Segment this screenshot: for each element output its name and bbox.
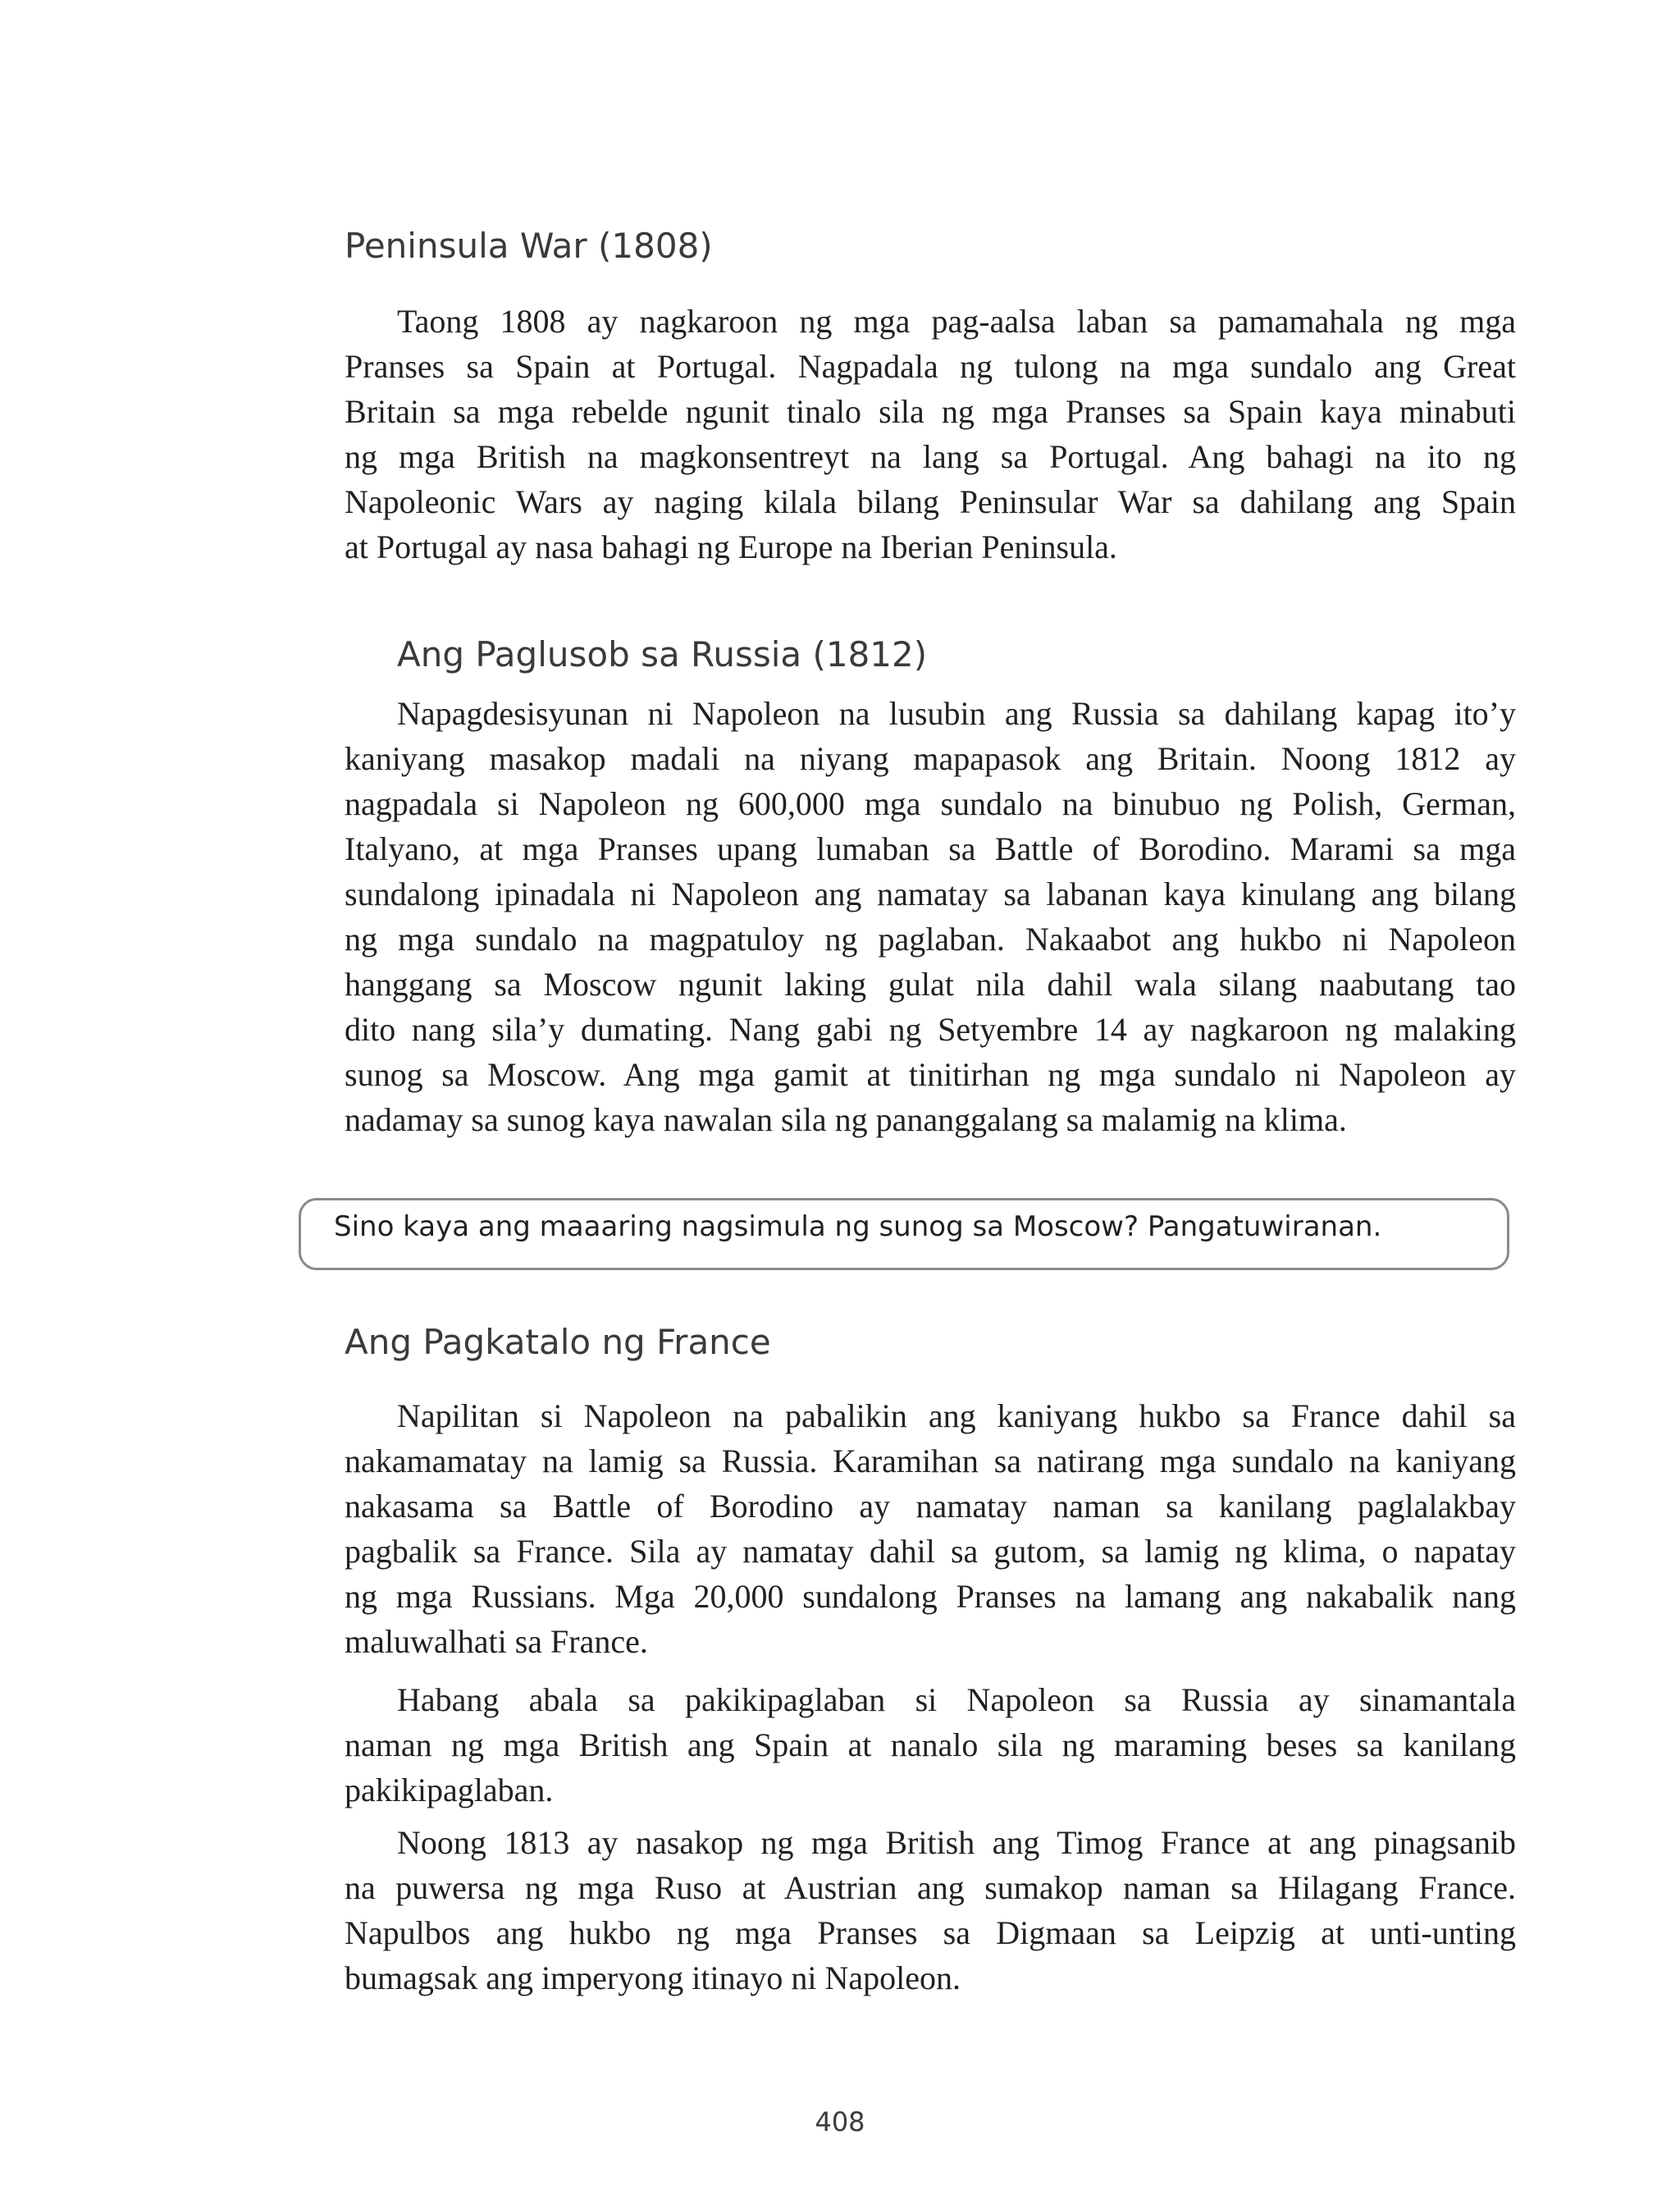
question-callout-box: [299, 1198, 1509, 1270]
text-line: nagpadala si Napoleon ng 600,000 mga sundalo na binubuo ng Polish, German,: [345, 785, 1516, 822]
section-heading-peninsula-war: Peninsula War (1808): [345, 226, 713, 266]
paragraph-france-defeat-3: [345, 1820, 1516, 2000]
text-line: hanggang sa Moscow ngunit laking gulat nila dahil wala silang naabutang tao: [345, 966, 1516, 1003]
text-line: nakamamatay na lamig sa Russia. Karamihan sa natirang mga sundalo na kaniyang: [345, 1442, 1516, 1479]
paragraph-france-defeat-2: [345, 1677, 1516, 1813]
text-line: sunog sa Moscow. Ang mga gamit at tinitirhan ng mga sundalo ni Napoleon ay: [345, 1056, 1516, 1093]
text-line: at Portugal ay nasa bahagi ng Europe na Iberian Peninsula.: [345, 528, 1117, 565]
text-line: Noong 1813 ay nasakop ng mga British ang Timog France at ang pinagsanib: [397, 1824, 1516, 1861]
text-line: Italyano, at mga Pranses upang lumaban sa Battle of Borodino. Marami sa mga: [345, 830, 1516, 867]
text-line: sundalong ipinadala ni Napoleon ang namatay sa labanan kaya kinulang ang bilang: [345, 876, 1516, 912]
section-heading-france-defeat: Ang Pagkatalo ng France: [345, 1322, 771, 1362]
text-line: ng mga Russians. Mga 20,000 sundalong Pranses na lamang ang nakabalik nang: [345, 1578, 1516, 1615]
text-line: na puwersa ng mga Ruso at Austrian ang sumakop naman sa Hilagang France.: [345, 1869, 1516, 1906]
callout-question: Sino kaya ang maaaring nagsimula ng sunog sa Moscow? Pangatuwiranan.: [334, 1210, 1382, 1243]
paragraph-peninsula-war: [345, 299, 1516, 569]
text-line: Habang abala sa pakikipaglaban si Napoleon sa Russia ay sinamantala: [397, 1681, 1516, 1718]
section-heading-russia-invasion: Ang Paglusob sa Russia (1812): [397, 634, 928, 674]
text-line: Napulbos ang hukbo ng mga Pranses sa Digmaan sa Leipzig at unti-unting: [345, 1914, 1516, 1951]
text-line: Napoleonic Wars ay naging kilala bilang Peninsular War sa dahilang ang Spain: [345, 483, 1516, 520]
text-line: maluwalhati sa France.: [345, 1623, 648, 1660]
text-line: Napagdesisyunan ni Napoleon na lusubin ang Russia sa dahilang kapag ito’y: [397, 695, 1516, 732]
text-line: nadamay sa sunog kaya nawalan sila ng pananggalang sa malamig na klima.: [345, 1101, 1347, 1138]
page-number: 408: [815, 2106, 865, 2137]
paragraph-france-defeat-1: [345, 1393, 1516, 1664]
paragraph-russia-invasion: [345, 691, 1516, 1142]
text-line: Napilitan si Napoleon na pabalikin ang kaniyang hukbo sa France dahil sa: [397, 1397, 1516, 1434]
text-line: Taong 1808 ay nagkaroon ng mga pag-aalsa laban sa pamamahala ng mga: [397, 303, 1516, 340]
text-line: Britain sa mga rebelde ngunit tinalo sila ng mga Pranses sa Spain kaya minabuti: [345, 393, 1516, 430]
text-line: bumagsak ang imperyong itinayo ni Napoleon.: [345, 1959, 961, 1996]
text-line: Pranses sa Spain at Portugal. Nagpadala ng tulong na mga sundalo ang Great: [345, 348, 1516, 385]
text-line: pakikipaglaban.: [345, 1772, 554, 1808]
text-line: nakasama sa Battle of Borodino ay namatay naman sa kanilang paglalakbay: [345, 1488, 1516, 1525]
text-line: pagbalik sa France. Sila ay namatay dahil sa gutom, sa lamig ng klima, o napatay: [345, 1533, 1516, 1570]
text-line: dito nang sila’y dumating. Nang gabi ng Setyembre 14 ay nagkaroon ng malaking: [345, 1011, 1516, 1048]
text-line: ng mga sundalo na magpatuloy ng paglaban. Nakaabot ang hukbo ni Napoleon: [345, 921, 1516, 958]
text-line: ng mga British na magkonsentreyt na lang sa Portugal. Ang bahagi na ito ng: [345, 438, 1516, 475]
text-line: naman ng mga British ang Spain at nanalo sila ng maraming beses sa kanilang: [345, 1726, 1516, 1763]
text-line: kaniyang masakop madali na niyang mapapasok ang Britain. Noong 1812 ay: [345, 740, 1516, 777]
